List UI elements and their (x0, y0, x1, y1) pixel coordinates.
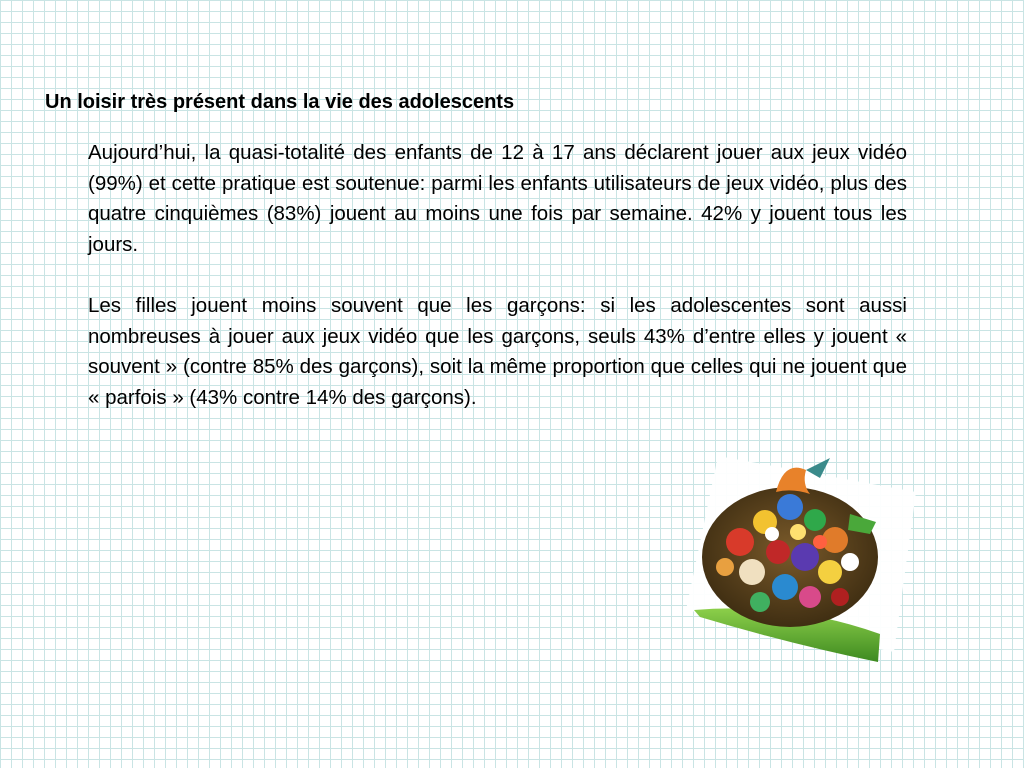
body-text (88, 138, 907, 413)
paragraph-girls-vs-boys: Les filles jouent moins souvent que les garçons: si les adolescentes sont aussi nombreuses à jouer aux jeux vidéo que les garçons, seuls 43% d’entre elles y jouent « souvent » (contre 85% des garçons), soit la même proportion que celles qui ne jouent que « parfois » (43% contre 14% des garçons). (88, 294, 907, 409)
video-game-characters-image (680, 452, 920, 667)
slide-title: Un loisir très présent dans la vie des adolescents (45, 91, 515, 113)
paragraph-gaming-frequency: Aujourd’hui, la quasi-totalité des enfants de 12 à 17 ans déclarent jouer aux jeux vidéo (99%) et cette pratique est soutenue: parmi les enfants utilisateurs de jeux vidéo, plus des quatre cinquièmes (83%) jouent au moins une fois par semaine. 42% y jouent tous les jours. (88, 141, 907, 256)
